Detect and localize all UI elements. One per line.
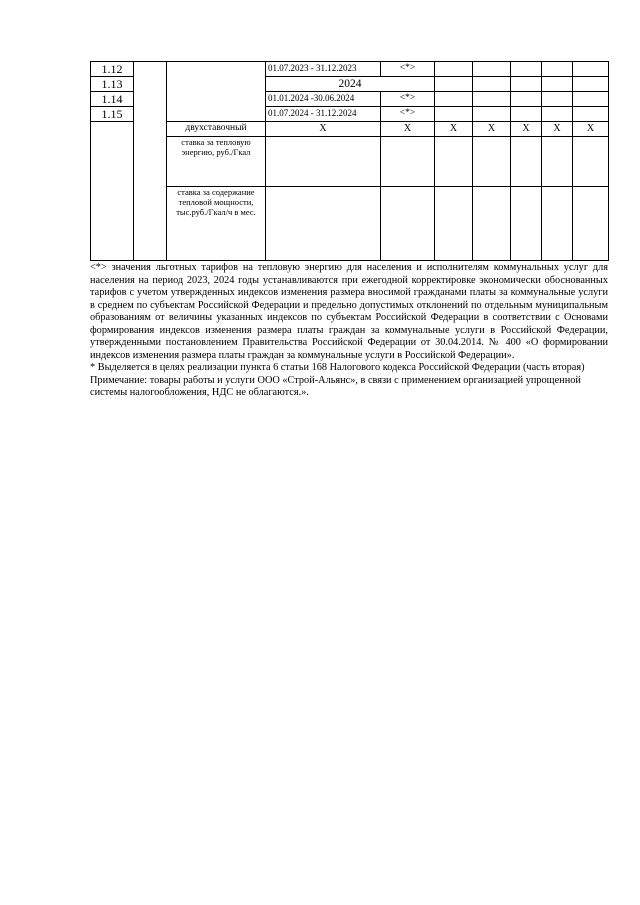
empty-cell: [542, 62, 573, 77]
x-mark: X: [435, 122, 473, 137]
row-number: 1.14: [91, 92, 134, 107]
empty-cell: [511, 187, 542, 261]
empty-cell: [435, 137, 473, 187]
footnote-tax-code: * Выделяется в целях реализации пункта 6 статьи 168 Налогового кодекса Российской Федерации (часть вторая): [90, 362, 585, 374]
empty-cell: [573, 62, 609, 77]
x-mark: X: [573, 122, 609, 137]
empty-cell: [473, 77, 511, 92]
empty-cell: [573, 77, 609, 92]
empty-cell: [435, 92, 473, 107]
empty-cell: [435, 77, 473, 92]
document-page: [90, 61, 608, 400]
table-row: [91, 137, 609, 187]
empty-cell: [473, 62, 511, 77]
period-cell: 01.07.2024 - 31.12.2024: [266, 107, 381, 122]
empty-cell: [542, 77, 573, 92]
rate-capacity-label: ставка за содержание тепловой мощности, тыс.руб./Гкал/ч в мес.: [167, 187, 266, 261]
empty-cell: [134, 62, 167, 261]
empty-cell: [573, 137, 609, 187]
empty-cell: [511, 77, 542, 92]
x-mark: X: [266, 122, 381, 137]
footnote-mark: <*>: [381, 62, 435, 77]
empty-cell: [511, 92, 542, 107]
empty-cell: [542, 187, 573, 261]
empty-cell: [167, 62, 266, 122]
empty-cell: [91, 122, 134, 261]
year-cell: 2024: [266, 77, 435, 92]
empty-cell: [266, 137, 381, 187]
notes-section: [90, 262, 608, 400]
empty-cell: [511, 137, 542, 187]
empty-cell: [381, 137, 435, 187]
empty-cell: [573, 187, 609, 261]
period-cell: 01.01.2024 -30.06.2024: [266, 92, 381, 107]
empty-cell: [473, 137, 511, 187]
empty-cell: [266, 187, 381, 261]
x-mark: X: [473, 122, 511, 137]
x-mark: X: [511, 122, 542, 137]
empty-cell: [435, 62, 473, 77]
footnote-mark: <*>: [381, 107, 435, 122]
empty-cell: [573, 107, 609, 122]
empty-cell: [473, 107, 511, 122]
table-row: [91, 187, 609, 261]
row-number: 1.12: [91, 62, 134, 77]
empty-cell: [511, 107, 542, 122]
empty-cell: [573, 92, 609, 107]
two-part-label: двухставочный: [167, 122, 266, 137]
empty-cell: [511, 62, 542, 77]
empty-cell: [473, 187, 511, 261]
table-row: [91, 122, 609, 137]
empty-cell: [435, 107, 473, 122]
empty-cell: [542, 107, 573, 122]
empty-cell: [381, 187, 435, 261]
period-cell: 01.07.2023 - 31.12.2023: [266, 62, 381, 77]
empty-cell: [435, 187, 473, 261]
x-mark: X: [381, 122, 435, 137]
empty-cell: [542, 92, 573, 107]
footnote-preferential-tariffs: <*> значения льготных тарифов на тепловую энергию для населения и исполнителям коммунальных услуг для населения на период 2023, 2024 годы устанавливаются при ежегодной корректировке экономически обоснованных тарифов с учетом утвержденных индексов изменения размера вносимой гражданами платы за коммунальные услуги в среднем по субъектам Российской Федерации и предельно допустимых отклонений по отдельным муниципальным образованиям от величины указанных индексов по субъектам Российской Федерации в соответствии с Основами формирования индексов изменения размера платы граждан за коммунальные услуги в Российской Федерации, утвержденными постановлением Правительства Российской Федерации от 30.04.2014. № 400 «О формировании индексов изменения размера платы граждан за коммунальные услуги в Российской Федерации».: [90, 262, 608, 361]
table-row: [91, 62, 609, 77]
empty-cell: [473, 92, 511, 107]
empty-cell: [542, 137, 573, 187]
x-mark: X: [542, 122, 573, 137]
rate-energy-label: ставка за тепловую энергию, руб./Гкал: [167, 137, 266, 187]
vat-remark: Примечание: товары работы и услуги ООО «Строй-Альянс», в связи с применением организацией упрощенной системы налогообложения, НДС не облагаются.».: [90, 374, 581, 399]
footnote-mark: <*>: [381, 92, 435, 107]
tariff-table: [90, 61, 609, 261]
row-number: 1.13: [91, 77, 134, 92]
row-number: 1.15: [91, 107, 134, 122]
